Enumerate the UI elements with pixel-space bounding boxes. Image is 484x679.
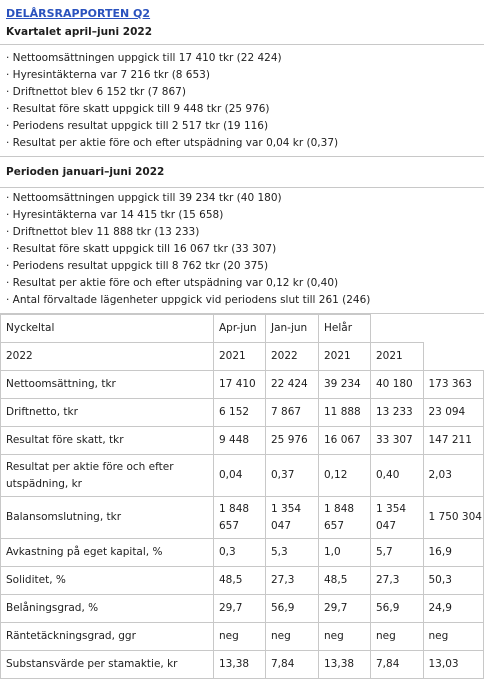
table-cell: neg [371, 623, 424, 651]
table-header-blank [423, 315, 484, 343]
table-row [1, 623, 484, 651]
period-bullet: · Driftnettot blev 11 888 tkr (13 233) [6, 226, 200, 238]
table-cell: 1 354 047 [371, 497, 424, 539]
table-cell: 0,3 [214, 539, 266, 567]
table-row [1, 371, 484, 399]
table-cell: 48,5 [319, 567, 371, 595]
table-cell: 27,3 [266, 567, 319, 595]
table-cell: 13 233 [371, 399, 424, 427]
period-bullet: · Nettoomsättningen uppgick till 39 234 tkr (40 180) [6, 192, 282, 204]
table-header-row [1, 315, 484, 343]
table-cell: 0,12 [319, 455, 371, 497]
table-year-cell: 2021 [371, 343, 424, 371]
table-row [1, 567, 484, 595]
table-header-cell: Helår [319, 315, 371, 343]
table-cell: 1 848 657 [214, 497, 266, 539]
table-cell: 147 211 [423, 427, 484, 455]
table-row [1, 651, 484, 679]
table-row [1, 539, 484, 567]
table-cell: 56,9 [266, 595, 319, 623]
table-cell: 13,03 [423, 651, 484, 679]
table-header-cell: Jan-jun [266, 315, 319, 343]
table-cell: 7 867 [266, 399, 319, 427]
table-row-label: Driftnetto, tkr [1, 399, 214, 427]
table-row-label: Nettoomsättning, tkr [1, 371, 214, 399]
table-cell: 27,3 [371, 567, 424, 595]
table-cell: 23 094 [423, 399, 484, 427]
table-cell: 173 363 [423, 371, 484, 399]
table-cell: 5,7 [371, 539, 424, 567]
table-cell: 24,9 [423, 595, 484, 623]
period-bullet: · Hyresintäkterna var 14 415 tkr (15 658) [6, 209, 224, 221]
quarter-bullet: · Driftnettot blev 6 152 tkr (7 867) [6, 86, 186, 98]
table-row-label: Resultat före skatt, tkr [1, 427, 214, 455]
period-bullet: · Resultat före skatt uppgick till 16 067 tkr (33 307) [6, 243, 277, 255]
table-row-label: Avkastning på eget kapital, % [1, 539, 214, 567]
table-row-label: Räntetäckningsgrad, ggr [1, 623, 214, 651]
table-cell: 22 424 [266, 371, 319, 399]
table-cell: 6 152 [214, 399, 266, 427]
table-row-label: Resultat per aktie före och efter utspädning, kr [1, 455, 214, 497]
table-cell: 5,3 [266, 539, 319, 567]
table-cell: neg [214, 623, 266, 651]
table-cell: 1 354 047 [266, 497, 319, 539]
table-cell: 11 888 [319, 399, 371, 427]
table-cell: neg [319, 623, 371, 651]
table-cell: 1 750 304 [423, 497, 484, 539]
table-subheader-row [1, 343, 484, 371]
table-header-cell: Nyckeltal [1, 315, 214, 343]
table-cell: neg [266, 623, 319, 651]
quarter-bullet: · Periodens resultat uppgick till 2 517 tkr (19 116) [6, 120, 269, 132]
table-cell: 0,40 [371, 455, 424, 497]
period-header [0, 156, 484, 188]
table-cell: 7,84 [266, 651, 319, 679]
table-cell: 50,3 [423, 567, 484, 595]
table-cell: 13,38 [214, 651, 266, 679]
table-header-cell: Apr-jun [214, 315, 266, 343]
table-cell: 16,9 [423, 539, 484, 567]
table-cell: 1,0 [319, 539, 371, 567]
table-cell: 29,7 [319, 595, 371, 623]
table-cell: 25 976 [266, 427, 319, 455]
period-title: Perioden januari–juni 2022 [6, 166, 165, 178]
key-figures-table [0, 314, 484, 679]
table-row-label: Belåningsgrad, % [1, 595, 214, 623]
table-header-blank [371, 315, 424, 343]
table-year-cell: 2021 [319, 343, 371, 371]
table-cell: 29,7 [214, 595, 266, 623]
quarter-title: Kvartalet april–juni 2022 [6, 26, 153, 38]
table-year-cell: 2022 [266, 343, 319, 371]
table-row [1, 399, 484, 427]
table-cell: 17 410 [214, 371, 266, 399]
table-row-label: Balansomslutning, tkr [1, 497, 214, 539]
table-row-label: Substansvärde per stamaktie, kr [1, 651, 214, 679]
table-year-cell: 2021 [214, 343, 266, 371]
table-row [1, 497, 484, 539]
table-cell: 9 448 [214, 427, 266, 455]
table-row [1, 455, 484, 497]
table-cell: 16 067 [319, 427, 371, 455]
table-cell: 13,38 [319, 651, 371, 679]
table-subheader-blank [423, 343, 484, 371]
table-cell: 40 180 [371, 371, 424, 399]
report-header [0, 0, 484, 45]
table-cell: 0,37 [266, 455, 319, 497]
table-cell: 1 848 657 [319, 497, 371, 539]
table-year-cell: 2022 [1, 343, 214, 371]
table-cell: 7,84 [371, 651, 424, 679]
quarter-bullet-list [0, 44, 484, 157]
report-link[interactable]: DELÅRSRAPPORTEN Q2 [6, 7, 151, 20]
table-cell: neg [423, 623, 484, 651]
table-row [1, 595, 484, 623]
table-cell: 0,04 [214, 455, 266, 497]
quarter-bullet: · Resultat per aktie före och efter utspädning var 0,04 kr (0,37) [6, 137, 339, 149]
period-bullet: · Periodens resultat uppgick till 8 762 tkr (20 375) [6, 260, 269, 272]
period-bullet-list [0, 187, 484, 314]
quarter-bullet: · Hyresintäkterna var 7 216 tkr (8 653) [6, 69, 210, 81]
table-row [1, 427, 484, 455]
period-bullet: · Resultat per aktie före och efter utspädning var 0,12 kr (0,40) [6, 277, 339, 289]
table-row-label: Soliditet, % [1, 567, 214, 595]
table-cell: 39 234 [319, 371, 371, 399]
quarter-bullet: · Resultat före skatt uppgick till 9 448 tkr (25 976) [6, 103, 270, 115]
period-bullet: · Antal förvaltade lägenheter uppgick vid periodens slut till 261 (246) [6, 294, 371, 306]
table-cell: 48,5 [214, 567, 266, 595]
table-cell: 56,9 [371, 595, 424, 623]
table-cell: 2,03 [423, 455, 484, 497]
table-cell: 33 307 [371, 427, 424, 455]
quarter-bullet: · Nettoomsättningen uppgick till 17 410 tkr (22 424) [6, 52, 282, 64]
